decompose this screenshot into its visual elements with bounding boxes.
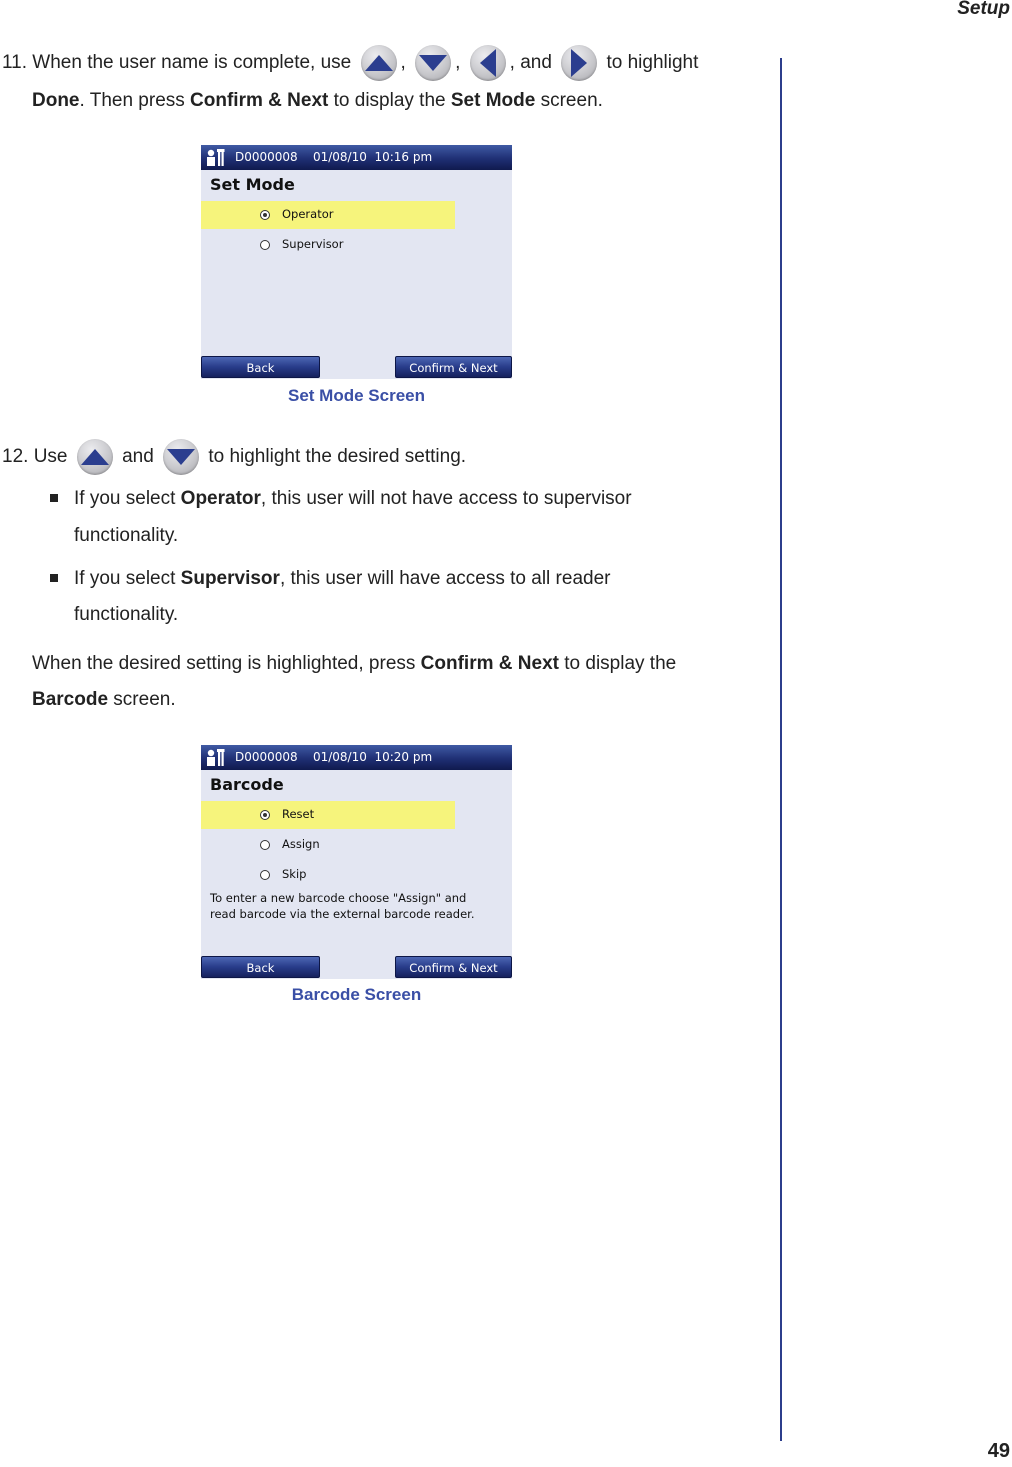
device-status: D0000008 01/08/10 10:16 pm bbox=[235, 150, 433, 164]
status-bar bbox=[201, 145, 512, 170]
radio-empty-icon bbox=[260, 840, 270, 850]
up-arrow-icon bbox=[361, 45, 397, 81]
margin-rule bbox=[780, 58, 782, 1441]
bullet-supervisor: If you select Supervisor, this user will have access to all reader bbox=[74, 568, 611, 589]
bullet-operator: If you select Operator, this user will not have access to supervisor bbox=[74, 488, 632, 509]
down-arrow-icon bbox=[415, 45, 451, 81]
step-11-line2: Done. Then press Confirm & Next to display the Set Mode screen. bbox=[32, 90, 603, 111]
figure-caption: Barcode Screen bbox=[291, 985, 422, 1004]
section-title: Setup bbox=[957, 0, 1010, 19]
option-operator[interactable]: Operator bbox=[201, 201, 455, 229]
option-assign[interactable]: Assign bbox=[201, 831, 455, 859]
option-reset[interactable]: Reset bbox=[201, 801, 455, 829]
down-arrow-icon bbox=[163, 439, 199, 475]
set-mode-screen bbox=[201, 145, 512, 379]
up-arrow-icon bbox=[77, 439, 113, 475]
radio-empty-icon bbox=[260, 240, 270, 250]
step-12-when: When the desired setting is highlighted, press Confirm & Next to display the bbox=[32, 653, 677, 674]
left-arrow-icon bbox=[470, 45, 506, 81]
back-button[interactable]: Back bbox=[201, 956, 320, 978]
radio-empty-icon bbox=[260, 870, 270, 880]
barcode-instructions: To enter a new barcode choose "Assign" and read barcode via the external barcode reader. bbox=[210, 891, 475, 921]
bullet-icon bbox=[50, 494, 58, 502]
status-bar bbox=[201, 745, 512, 770]
step-12-when-line2: Barcode screen. bbox=[32, 689, 176, 710]
option-skip[interactable]: Skip bbox=[201, 861, 455, 889]
screen-title: Set Mode bbox=[210, 175, 295, 194]
device-status: D0000008 01/08/10 10:20 pm bbox=[235, 750, 433, 764]
step-number: 11. bbox=[2, 52, 28, 73]
back-button[interactable]: Back bbox=[201, 356, 320, 378]
option-supervisor[interactable]: Supervisor bbox=[201, 231, 455, 259]
user-tools-icon bbox=[204, 147, 226, 168]
radio-selected-icon bbox=[260, 810, 270, 820]
user-tools-icon bbox=[204, 747, 226, 768]
confirm-next-button[interactable]: Confirm & Next bbox=[395, 356, 512, 378]
barcode-screen bbox=[201, 745, 512, 979]
figure-caption: Set Mode Screen bbox=[288, 386, 425, 405]
right-arrow-icon bbox=[561, 45, 597, 81]
screen-title: Barcode bbox=[210, 775, 284, 794]
confirm-next-button[interactable]: Confirm & Next bbox=[395, 956, 512, 978]
step-11-line1: 11. When the user name is complete, use , , , and to highlight bbox=[2, 44, 698, 81]
bullet-icon bbox=[50, 574, 58, 582]
page-number: 49 bbox=[987, 1440, 1010, 1462]
radio-selected-icon bbox=[260, 210, 270, 220]
step-12-line1: 12. Use and to highlight the desired setting. bbox=[2, 438, 466, 475]
bullet-operator-line2: functionality. bbox=[74, 525, 179, 546]
step-text: When the user name is complete, use bbox=[32, 52, 352, 73]
bullet-supervisor-line2: functionality. bbox=[74, 604, 179, 625]
